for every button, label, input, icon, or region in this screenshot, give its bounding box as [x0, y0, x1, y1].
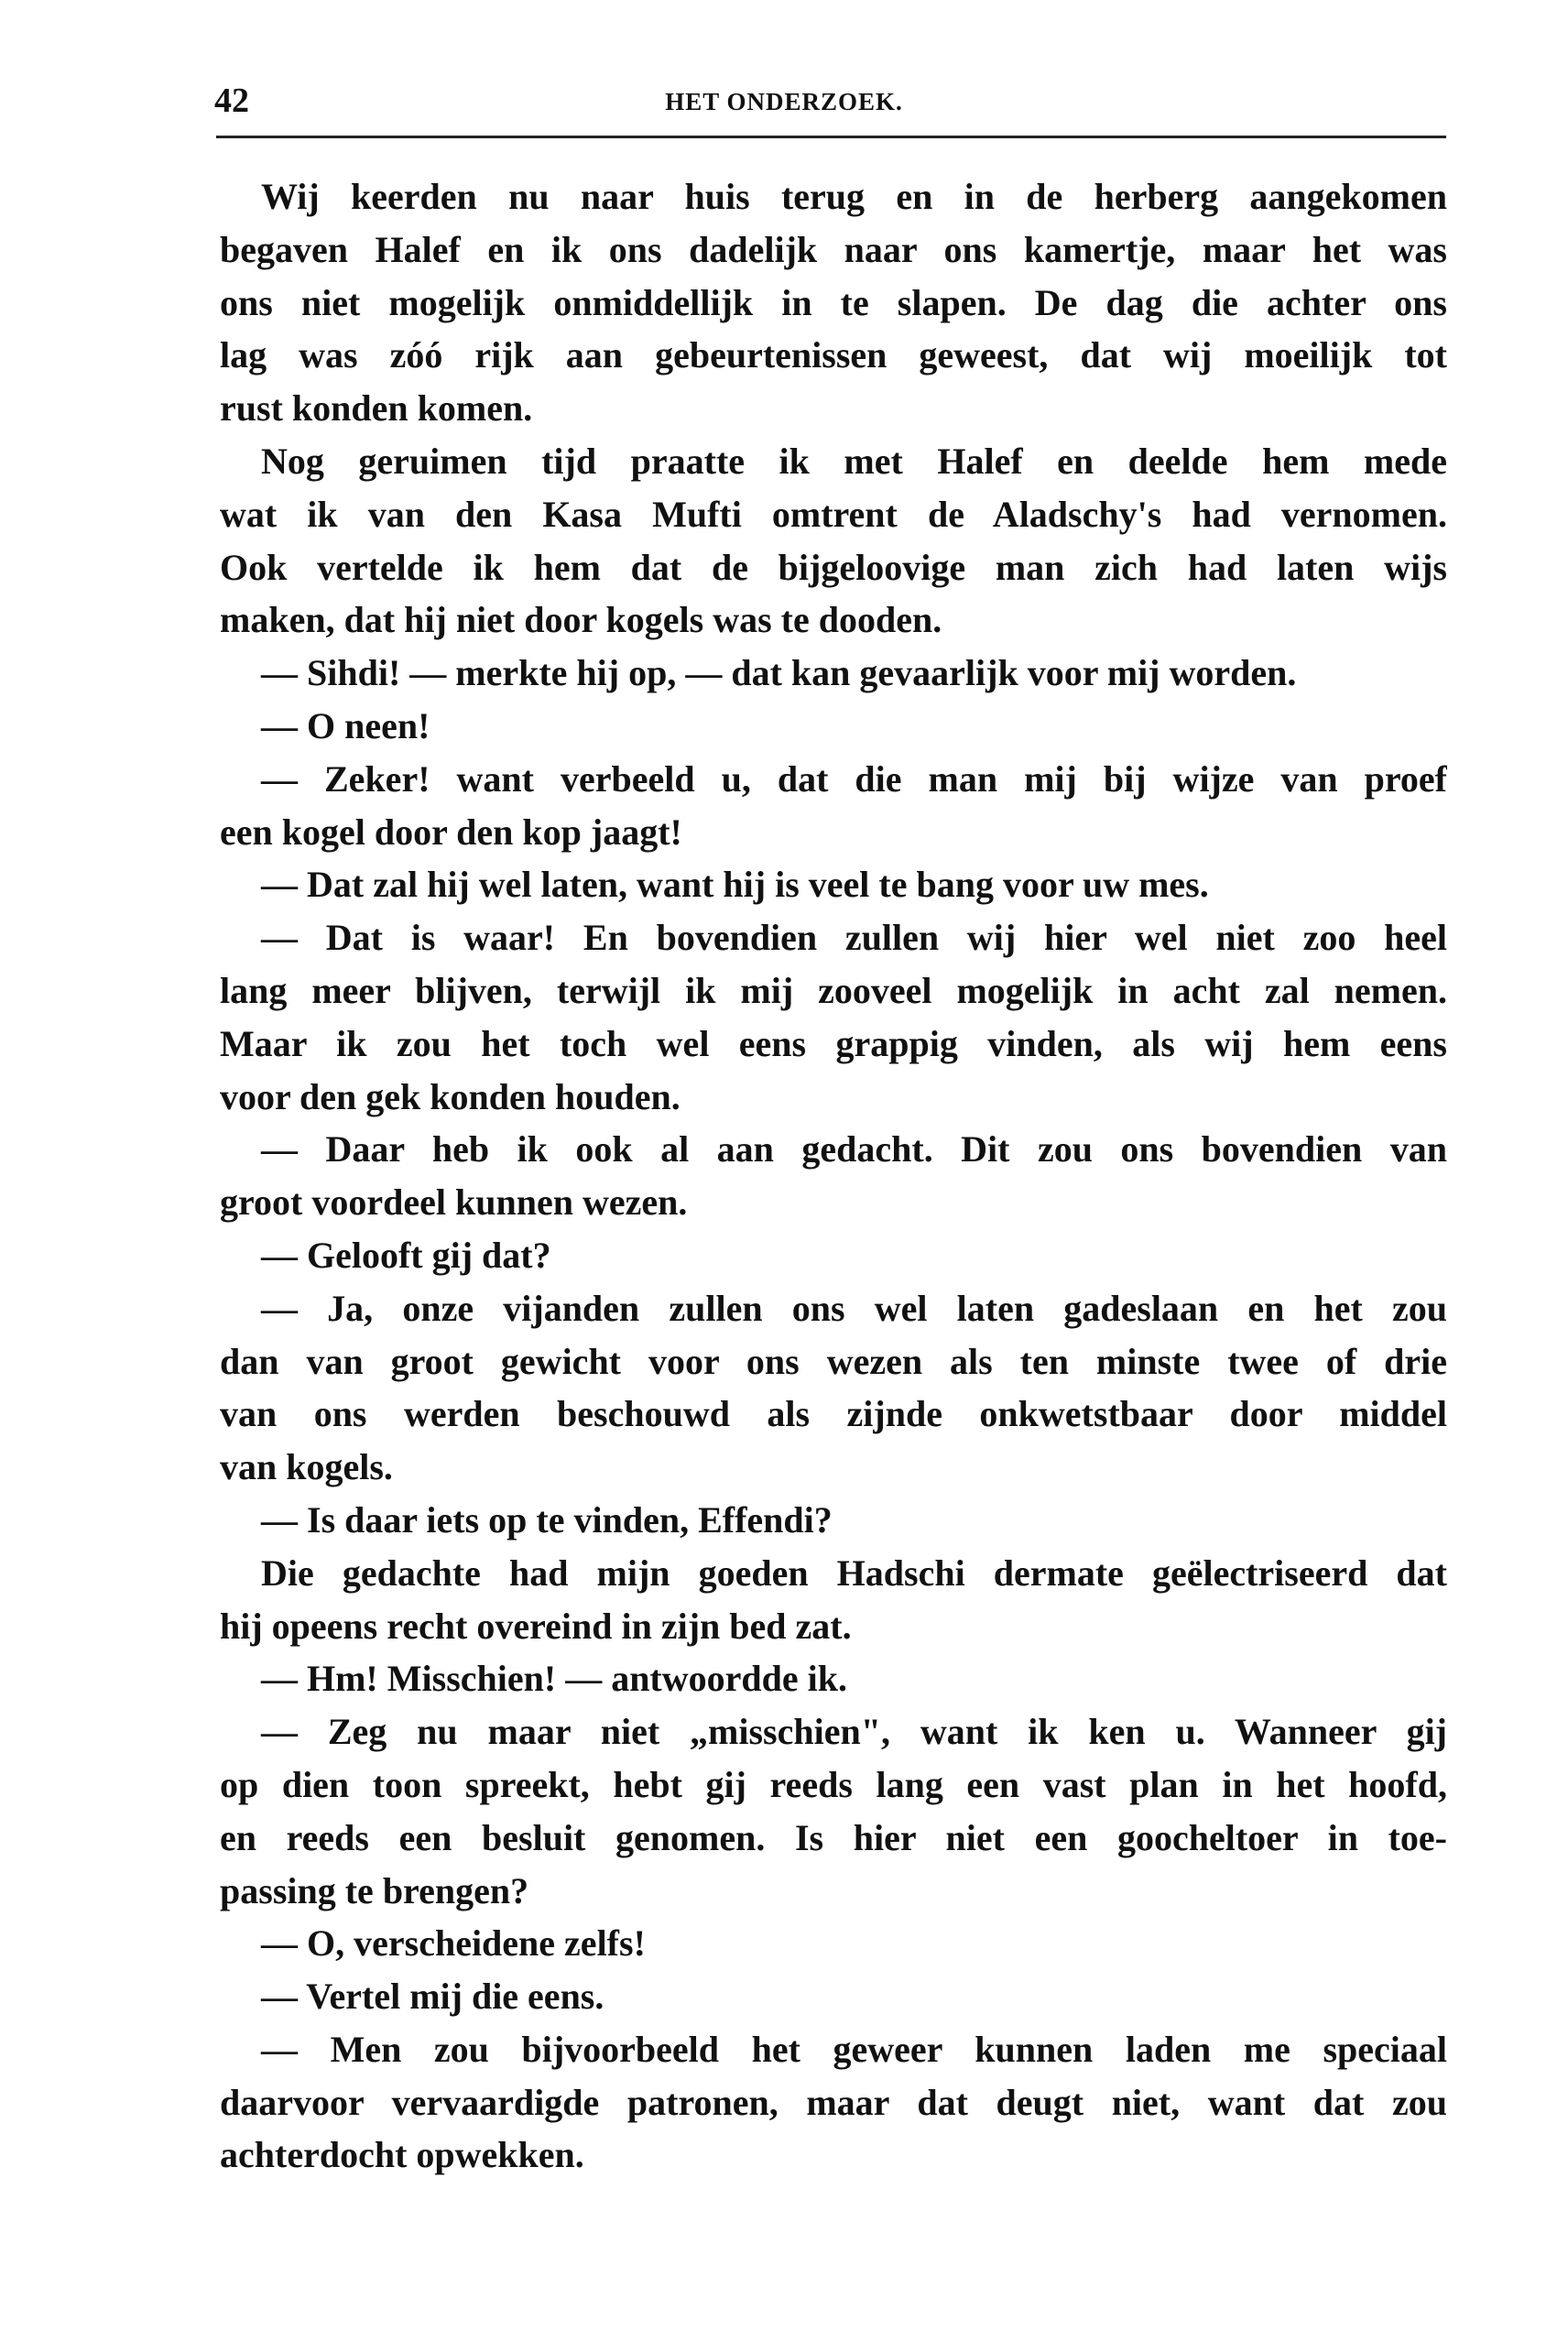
text-line: — Sihdi! — merkte hij op, — dat kan gevaarlijk voor mij worden.: [261, 652, 1297, 694]
text-line: achterdocht opwekken.: [220, 2134, 584, 2176]
text-line: — Gelooft gij dat?: [261, 1234, 551, 1276]
text-line: — Hm! Misschien! — antwoordde ik.: [261, 1658, 847, 1700]
text-line: voor den gek konden houden.: [220, 1075, 681, 1117]
text-line: — Ja, onze vijanden zullen ons wel laten gadeslaan en het zou: [261, 1287, 1447, 1329]
text-line: Nog geruimen tijd praatte ik met Halef en deelde hem mede: [261, 440, 1447, 482]
text-line: passing te brengen?: [220, 1869, 529, 1911]
text-line: op dien toon spreekt, hebt gij reeds lang een vast plan in het hoofd,: [220, 1763, 1447, 1805]
text-line: — O, verscheidene zelfs!: [261, 1922, 646, 1965]
text-line: lag was zóó rijk aan gebeurtenissen geweest, dat wij moeilijk tot: [220, 334, 1447, 376]
page-number: 42: [214, 82, 249, 120]
text-line: — Vertel mij die eens.: [261, 1976, 604, 2018]
text-line: — Zeker! want verbeeld u, dat die man mij bij wijze van proef: [261, 757, 1447, 800]
text-line: — Men zou bijvoorbeeld het geweer kunnen laden me speciaal: [261, 2028, 1447, 2070]
text-line: en reeds een besluit genomen. Is hier niet een goocheltoer in toe-: [220, 1816, 1447, 1858]
text-line: — O neen!: [261, 704, 430, 746]
text-line: groot voordeel kunnen wezen.: [220, 1181, 688, 1224]
body-text: [220, 170, 1447, 2182]
text-line: daarvoor vervaardigde patronen, maar dat deugt niet, want dat zou: [220, 2081, 1447, 2123]
header-rule: [216, 136, 1446, 138]
text-line: rust konden komen.: [220, 387, 533, 430]
text-line: wat ik van den Kasa Mufti omtrent de Aladschy's had vernomen.: [220, 493, 1447, 535]
text-line: maken, dat hij niet door kogels was te dooden.: [220, 599, 942, 641]
running-title: HET ONDERZOEK.: [665, 88, 903, 115]
text-line: van kogels.: [220, 1446, 393, 1488]
text-line: lang meer blijven, terwijl ik mij zooveel mogelijk in acht zal nemen.: [220, 969, 1447, 1011]
text-line: — Dat is waar! En bovendien zullen wij hier wel niet zoo heel: [261, 917, 1447, 959]
text-line: begaven Halef en ik ons dadelijk naar ons kamertje, maar het was: [220, 228, 1447, 270]
text-line: dan van groot gewicht voor ons wezen als ten minste twee of drie: [220, 1340, 1447, 1382]
text-line: — Dat zal hij wel laten, want hij is veel te bang voor uw mes.: [261, 864, 1209, 906]
text-line: Wij keerden nu naar huis terug en in de herberg aangekomen: [261, 176, 1447, 217]
text-line: — Is daar iets op te vinden, Effendi?: [261, 1498, 833, 1541]
text-line: een kogel door den kop jaagt!: [220, 811, 682, 853]
text-line: van ons werden beschouwd als zijnde onkwetstbaar door middel: [220, 1393, 1447, 1435]
text-line: ons niet mogelijk onmiddellijk in te slapen. De dag die achter ons: [220, 281, 1447, 323]
text-line: — Zeg nu maar niet „misschien", want ik ken u. Wanneer gij: [261, 1711, 1447, 1753]
text-line: Die gedachte had mijn goeden Hadschi dermate geëlectriseerd dat: [261, 1552, 1447, 1594]
text-line: — Daar heb ik ook al aan gedacht. Dit zou ons bovendien van: [261, 1128, 1447, 1170]
text-line: Maar ik zou het toch wel eens grappig vinden, als wij hem eens: [220, 1022, 1447, 1064]
text-line: Ook vertelde ik hem dat de bijgeloovige man zich had laten wijs: [220, 546, 1447, 588]
text-line: hij opeens recht overeind in zijn bed zat.: [220, 1605, 852, 1647]
